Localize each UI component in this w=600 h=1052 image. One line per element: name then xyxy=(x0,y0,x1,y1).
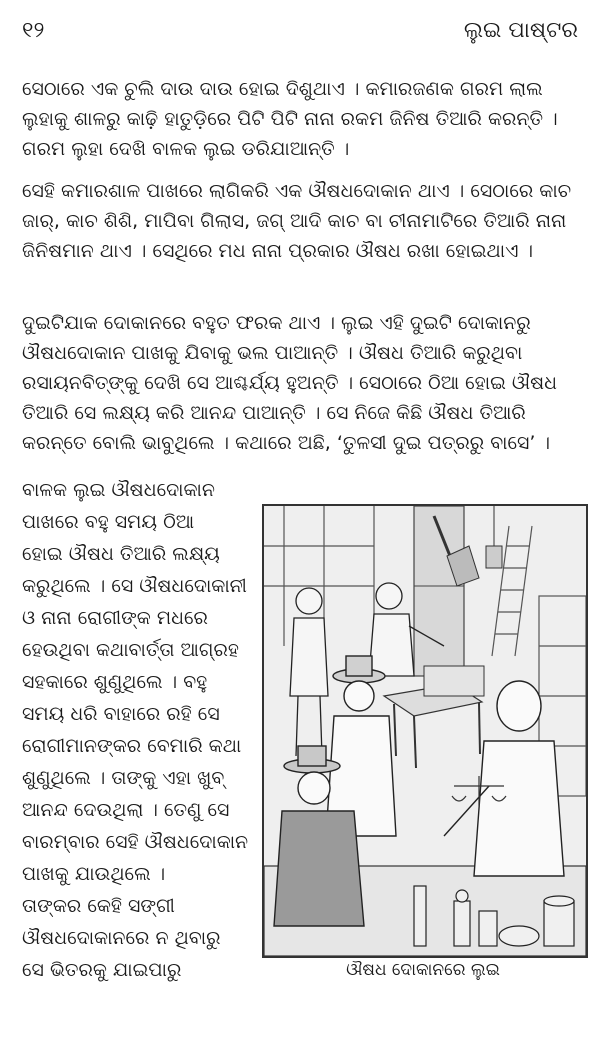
page-header xyxy=(22,18,578,48)
text-line: ପାଖକୁ ଯାଉଥିଲେ । xyxy=(22,863,166,885)
illustration-pharmacy xyxy=(262,504,588,958)
paragraph-3 xyxy=(22,308,578,458)
figure-caption: ଔଷଧ ଦୋକାନରେ ଲୁଇ xyxy=(346,960,500,980)
paragraph-1 xyxy=(22,74,578,164)
page-number: ୧୨ xyxy=(22,18,45,43)
paragraph-text: ସେହି କମାରଶାଳ ପାଖରେ ଲାଗିକରି ଏକ ଔଷଧଦୋକାନ ଥାଏ । ସେଠାରେ କାଚ ଜାର୍‌, କାଚ ଶିଶି, ମାପିବା ଗିଲାସ, ଜଗ୍‌ ଆଦି କାଚ ବା ଚୀନାମାଟିରେ ତିଆରି ନାନା ଜିନିଷମାନ ଥାଏ । ସେଥିରେ ମଧ ନାନା ପ୍ରକାର ଔଷଧ ରଖା ହୋଇଥାଏ । xyxy=(22,180,572,262)
text-line: ସହକାରେ ଶୁଣୁଥିଲେ । ବହୁ xyxy=(22,671,208,693)
wrapped-text-column xyxy=(22,474,254,986)
text-line: ସମୟ ଧରି ବାହାରେ ରହି ସେ xyxy=(22,703,220,725)
text-line: ହୋଇ ଔଷଧ ତିଆରି ଲକ୍ଷ୍ୟ xyxy=(22,543,220,565)
text-line: ତାଙ୍କର କେହି ସଙ୍ଗୀ xyxy=(22,895,175,917)
running-title: ଲୁଇ ପାଷ୍ଟର xyxy=(463,18,578,43)
paragraph-2 xyxy=(22,176,578,266)
text-line: ପାଖରେ ବହୁ ସମୟ ଠିଆ xyxy=(22,511,195,533)
text-line: କରୁଥିଲେ । ସେ ଔଷଧଦୋକାନୀ xyxy=(22,575,247,597)
paragraph-text: ସେଠାରେ ଏକ ଚୁଲି ଦାଉ ଦାଉ ହୋଇ ଦିଶୁଥାଏ । କମାରଜଣକ ଗରମ ଲାଲ ଲୁହାକୁ ଶାଳରୁ କାଢ଼ି ହାତୁଡ଼ିରେ ପିଟି ପିଟି ନାନା ରକମ ଜିନିଷ ତିଆରି କରନ୍ତି । ଗରମ ଲୁହା ଦେଖି ବାଳକ ଲୁଇ ଡରିଯାଆନ୍ତି । xyxy=(22,78,558,160)
text-line: ଓ ନାନା ରୋଗୀଙ୍କ ମଧରେ xyxy=(22,607,208,629)
text-line: ଆନନ୍ଦ ଦେଉଥିଲା । ତେଣୁ ସେ xyxy=(22,799,230,821)
text-line: ବାରମ୍ବାର ସେହି ଔଷଧଦୋକାନ xyxy=(22,831,249,853)
text-line: ଶୁଣୁଥିଲେ । ତାଙ୍କୁ ଏହା ଖୁବ୍‌ xyxy=(22,767,225,789)
text-line: ଔଷଧଦୋକାନରେ ନ ଥିବାରୁ xyxy=(22,927,221,949)
text-line: ହେଉଥିବା କଥାବାର୍ତ୍ତା ଆଗ୍ରହ xyxy=(22,639,239,661)
text-line: ବାଳକ ଲୁଇ ଔଷଧଦୋକାନ xyxy=(22,479,215,501)
text-line: ସେ ଭିତରକୁ ଯାଇପାରୁ xyxy=(22,959,182,981)
text-line: ରୋଗୀମାନଙ୍କର ବେମାରି କଥା xyxy=(22,735,242,757)
paragraph-text: ଦୁଇଟିଯାକ ଦୋକାନରେ ବହୁତ ଫରକ ଥାଏ । ଲୁଇ ଏହି ଦୁଇଟି ଦୋକାନରୁ ଔଷଧଦୋକାନ ପାଖକୁ ଯିବାକୁ ଭଲ ପାଆନ୍ତି । ଔଷଧ ତିଆରି କରୁଥିବା ରସାୟନବିତ୍‌ଙ୍କୁ ଦେଖି ସେ ଆଶ୍ଚର୍ଯ୍ୟ ହୁଅନ୍ତି । ସେଠାରେ ଠିଆ ହୋଇ ଔଷଧ ତିଆରି ସେ ଲକ୍ଷ୍ୟ କରି ଆନନ୍ଦ ପାଆନ୍ତି । ସେ ନିଜେ କିଛି ଔଷଧ ତିଆରି କରନ୍ତେ ବୋଲି ଭାବୁଥିଲେ । କଥାରେ ଅଛି, ‘ତୁଳସୀ ଦୁଇ ପତ୍ରରୁ ବାସେ’ । xyxy=(22,312,558,454)
pharmacy-drawing xyxy=(264,506,586,956)
